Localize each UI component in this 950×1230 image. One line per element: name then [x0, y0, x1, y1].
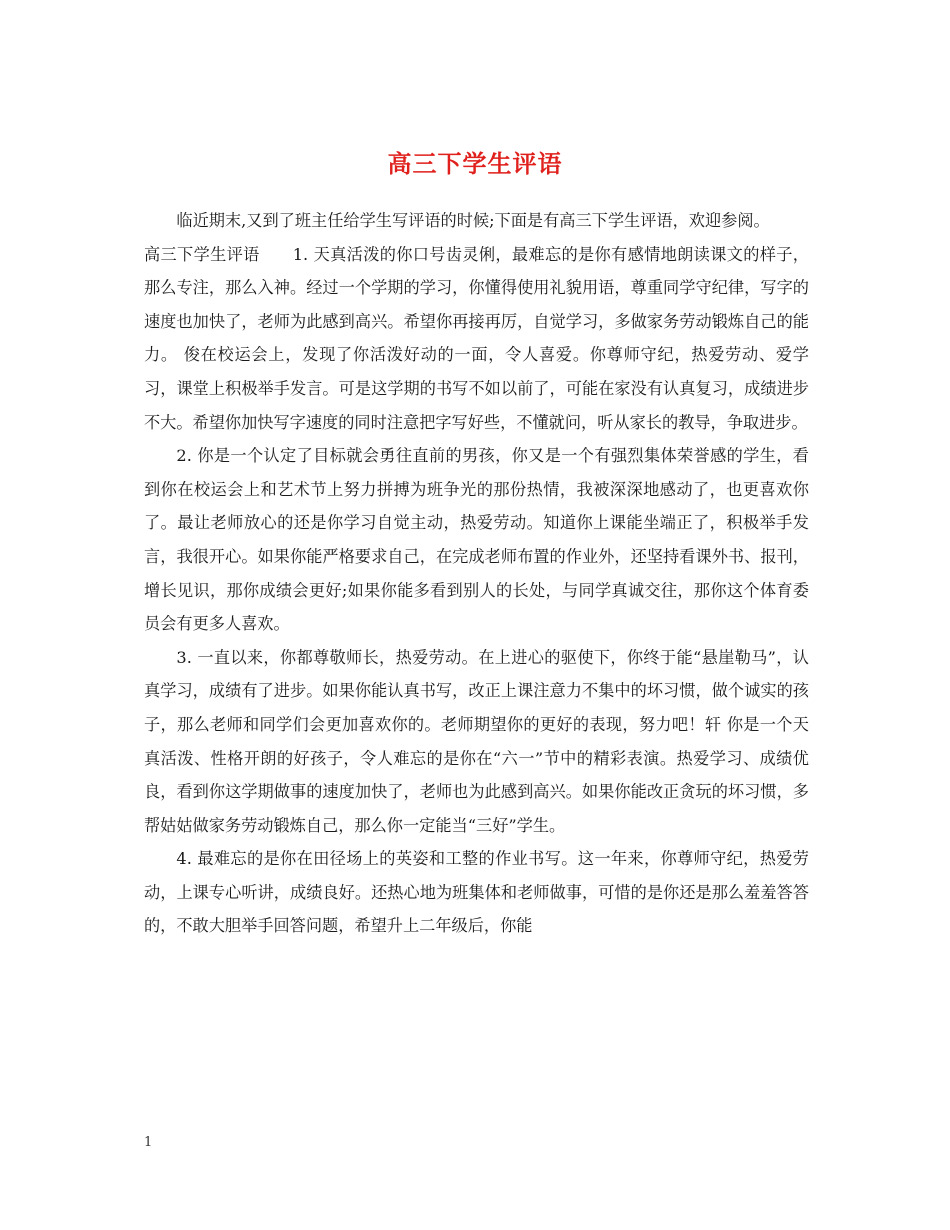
document-title: 高三下学生评语 — [387, 149, 563, 179]
comment-paragraph-3: 3. 一直以来，你都尊敬师长，热爱劳动。在上进心的驱使下，你终于能“悬崖勒马”，认真学习，成绩有了进步。如果你能认真书写，改正上课注意力不集中的坏习惯，做个诚实的孩子，那么老师和同学们会更加喜欢你的。老师期望你的更好的表现，努力吧！轩 你是一个天真活泼、性格开朗的好孩子，令人难忘的是你在“六一”节中的精彩表演。热爱学习、成绩优良，看到你这学期做事的速度加快了，老师也为此感到高兴。如果你能改正贪玩的坏习惯，多帮姑姑做家务劳动锻炼自己，那么你一定能当“三好”学生。 — [144, 647, 809, 835]
intro-paragraph: 临近期末,又到了班主任给学生写评语的时候;下面是有高三下学生评语，欢迎参阅。 — [176, 211, 770, 230]
comment-paragraph-2: 2. 你是一个认定了目标就会勇往直前的男孩，你又是一个有强烈集体荣誉感的学生，看到你在校运会上和艺术节上努力拼搏为班争光的那份热情，我被深深地感动了，也更喜欢你了。最让老师放心的还是你学习自觉主动，热爱劳动。知道你上课能坐端正了，积极举手发言，我很开心。如果你能严格要求自己，在完成老师布置的作业外，还坚持看课外书、报刊，增长见识，那你成绩会更好;如果你能多看到别人的长处，与同学真诚交往，那你这个体育委员会有更多人喜欢。 — [144, 446, 809, 634]
page-number: 1 — [144, 1135, 153, 1150]
comment-paragraph-4: 4. 最难忘的是你在田径场上的英姿和工整的作业书写。这一年来，你尊师守纪，热爱劳动，上课专心听讲，成绩良好。还热心地为班集体和老师做事，可惜的是你还是那么羞羞答答的，不敢大胆举手回答问题，希望升上二年级后，你能 — [144, 849, 809, 936]
document-body — [144, 204, 809, 943]
comment-paragraph-1: 高三下学生评语 1. 天真活泼的你口号齿灵俐，最难忘的是你有感情地朗读课文的样子，那么专注，那么入神。经过一个学期的学习，你懂得使用礼貌用语，尊重同学守纪律，写字的速度也加快了，老师为此感到高兴。希望你再接再厉，自觉学习，多做家务劳动锻炼自己的能力。 俊在校运会上，发现了你活泼好动的一面，令人喜爱。你尊师守纪，热爱劳动、爱学习，课堂上积极举手发言。可是这学期的书写不如以前了，可能在家没有认真复习，成绩进步不大。希望你加快写字速度的同时注意把字写好些，不懂就问，听从家长的教导，争取进步。 — [144, 244, 809, 432]
